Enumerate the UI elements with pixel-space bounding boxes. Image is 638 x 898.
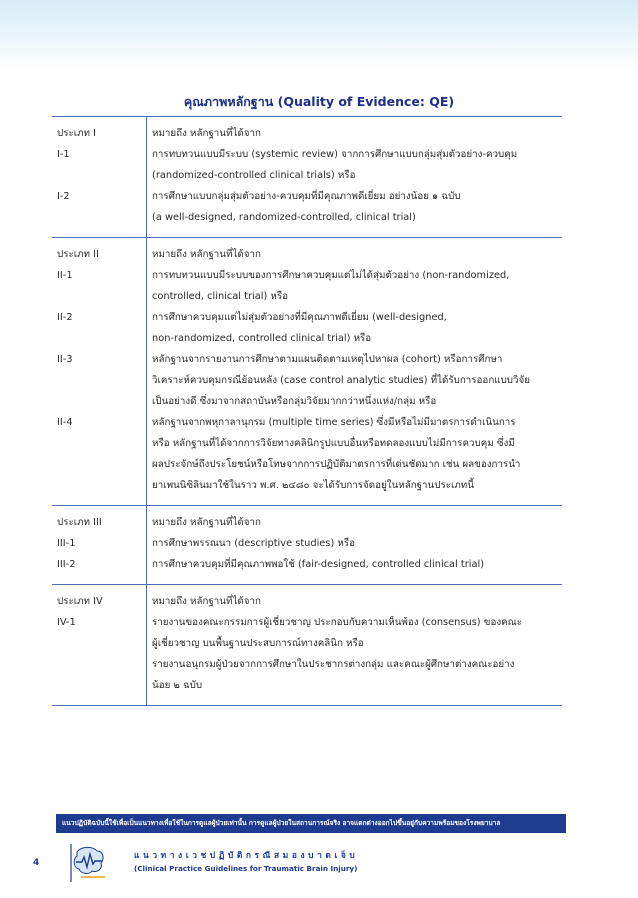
evidence-description [146, 307, 562, 349]
description-line: น้อย ๒ ฉบับ [152, 680, 203, 691]
evidence-description [146, 244, 562, 265]
evidence-row [52, 591, 562, 612]
evidence-level-label: ประเภท III [57, 517, 102, 528]
description-line: รายงานของคณะกรรมการผู้เชี่ยวชาญ ประกอบกับความเห็นพ้อง (consensus) ของคณะ [152, 617, 523, 628]
evidence-level-label: ประเภท I [57, 128, 97, 139]
description-line: หลักฐานจากพหุกาลานุกรม (multiple time series) ซึ่งมีหรือไม่มีมาตรการดำเนินการ [152, 417, 516, 428]
evidence-description [146, 612, 562, 696]
evidence-description [146, 123, 562, 144]
evidence-level-label: IV-1 [57, 617, 76, 628]
description-line: การศึกษาควบคุมแต่ไม่สุ่มตัวอย่างที่มีคุณภาพดีเยี่ยม (well-designed, [152, 312, 447, 323]
evidence-row [52, 412, 562, 496]
evidence-level-label: ประเภท II [57, 249, 99, 260]
footer-title-english: (Clinical Practice Guidelines for Traumatic Brain Injury) [134, 864, 358, 873]
evidence-description [146, 186, 562, 228]
evidence-description [146, 591, 562, 612]
evidence-row [52, 144, 562, 186]
evidence-description [146, 533, 562, 554]
description-line: หมายถึง หลักฐานที่ได้จาก [152, 128, 261, 139]
guideline-logo-icon [67, 842, 111, 884]
description-line: ยาเพนนิซิลินมาใช้ในราว พ.ศ. ๒๔๘๐ จะได้รับการจัดอยู่ในหลักฐานประเภทนี้ [152, 480, 474, 491]
evidence-row [52, 123, 562, 144]
evidence-row [52, 554, 562, 575]
description-line: การทบทวนแบบมีระบบ (systemic review) จากการศึกษาแบบกลุ่มสุ่มตัวอย่าง-ควบคุม [152, 149, 518, 160]
evidence-description [146, 144, 562, 186]
description-line: หมายถึง หลักฐานที่ได้จาก [152, 517, 261, 528]
evidence-section [52, 584, 562, 705]
quality-of-evidence-table [52, 116, 562, 706]
evidence-section [52, 117, 562, 237]
evidence-level-label: ประเภท IV [57, 596, 103, 607]
description-line: หมายถึง หลักฐานที่ได้จาก [152, 249, 261, 260]
evidence-level-label: II-3 [57, 354, 73, 365]
description-line: ผู้เชี่ยวชาญ บนพื้นฐานประสบการณ์ทางคลินิก หรือ [152, 638, 364, 649]
evidence-level-label: I-1 [57, 149, 70, 160]
column-divider [146, 585, 147, 705]
evidence-row [52, 244, 562, 265]
description-line: (a well-designed, randomized-controlled, clinical trial) [152, 212, 416, 223]
description-line: ผลประจักษ์ถึงประโยชน์หรือโทษจากการปฏิบัติมาตรการที่เด่นชัดมาก เช่น ผลของการนำ [152, 459, 521, 470]
evidence-row [52, 512, 562, 533]
evidence-level-label: II-1 [57, 270, 73, 281]
evidence-row [52, 533, 562, 554]
description-line: วิเคราะห์ควบคุมกรณีย้อนหลัง (case control analytic studies) ที่ได้รับการออกแบบวิจัย [152, 375, 530, 386]
column-divider [146, 117, 147, 237]
page-title: คุณภาพหลักฐาน (Quality of Evidence: QE) [183, 94, 455, 109]
evidence-row [52, 307, 562, 349]
evidence-description [146, 265, 562, 307]
evidence-description [146, 554, 562, 575]
evidence-section [52, 505, 562, 584]
page-number: 4 [33, 858, 40, 868]
description-line: การทบทวนแบบมีระบบของการศึกษาควบคุมแต่ไม่ได้สุ่มตัวอย่าง (non-randomized, [152, 270, 510, 281]
footer-title-thai: แนวทางเวชปฏิบัติกรณีสมองบาดเจ็บ [134, 850, 359, 860]
description-line: การศึกษาแบบกลุ่มสุ่มตัวอย่าง-ควบคุมที่มีคุณภาพดีเยี่ยม อย่างน้อย ๑ ฉบับ [152, 191, 461, 202]
header-gradient-band [0, 0, 638, 70]
evidence-level-label: III-1 [57, 538, 76, 549]
description-line: (randomized-controlled clinical trials) หรือ [152, 170, 356, 181]
evidence-description [146, 412, 562, 496]
evidence-level-label: I-2 [57, 191, 70, 202]
description-line: การศึกษาควบคุมที่มีคุณภาพพอใช้ (fair-designed, controlled clinical trial) [152, 559, 485, 570]
evidence-level-label: III-2 [57, 559, 76, 570]
description-line: หลักฐานจากรายงานการศึกษาตามแผนติดตามเหตุไปหาผล (cohort) หรือการศึกษา [152, 354, 503, 365]
description-line: controlled, clinical trial) หรือ [152, 291, 288, 302]
evidence-section [52, 237, 562, 505]
column-divider [146, 506, 147, 584]
evidence-level-label: II-4 [57, 417, 73, 428]
evidence-description [146, 349, 562, 412]
description-line: เป็นอย่างดี ซึ่งมาจากสถาบันหรือกลุ่มวิจัยมากกว่าหนึ่งแห่ง/กลุ่ม หรือ [152, 396, 437, 407]
footer-disclaimer: แนวปฏิบัติฉบับนี้ใช้เพื่อเป็นแนวทางเพื่อใช้ในการดูแลผู้ป่วยเท่านั้น การดูแลผู้ป่วยในสถานการณ์จริง อาจแตกต่างออกไปขึ้นอยู่กับความพร้อมของโรงพยาบาล [56, 814, 566, 833]
description-line: รายงานอนุกรมผู้ป่วยจากการศึกษาในประชากรต่างกลุ่ม และคณะผู้ศึกษาต่างคณะอย่าง [152, 659, 515, 670]
evidence-row [52, 349, 562, 412]
description-line: หรือ หลักฐานที่ได้จากการวิจัยทางคลินิกรูปแบบอื่นหรือทดลองแบบไม่มีการควบคุม ซึ่งมี [152, 438, 515, 449]
evidence-description [146, 512, 562, 533]
evidence-row [52, 265, 562, 307]
evidence-level-label: II-2 [57, 312, 73, 323]
description-line: หมายถึง หลักฐานที่ได้จาก [152, 596, 261, 607]
evidence-row [52, 612, 562, 696]
description-line: non-randomized, controlled clinical trial) หรือ [152, 333, 372, 344]
description-line: การศึกษาพรรณนา (descriptive studies) หรือ [152, 538, 355, 549]
evidence-row [52, 186, 562, 228]
column-divider [146, 238, 147, 505]
